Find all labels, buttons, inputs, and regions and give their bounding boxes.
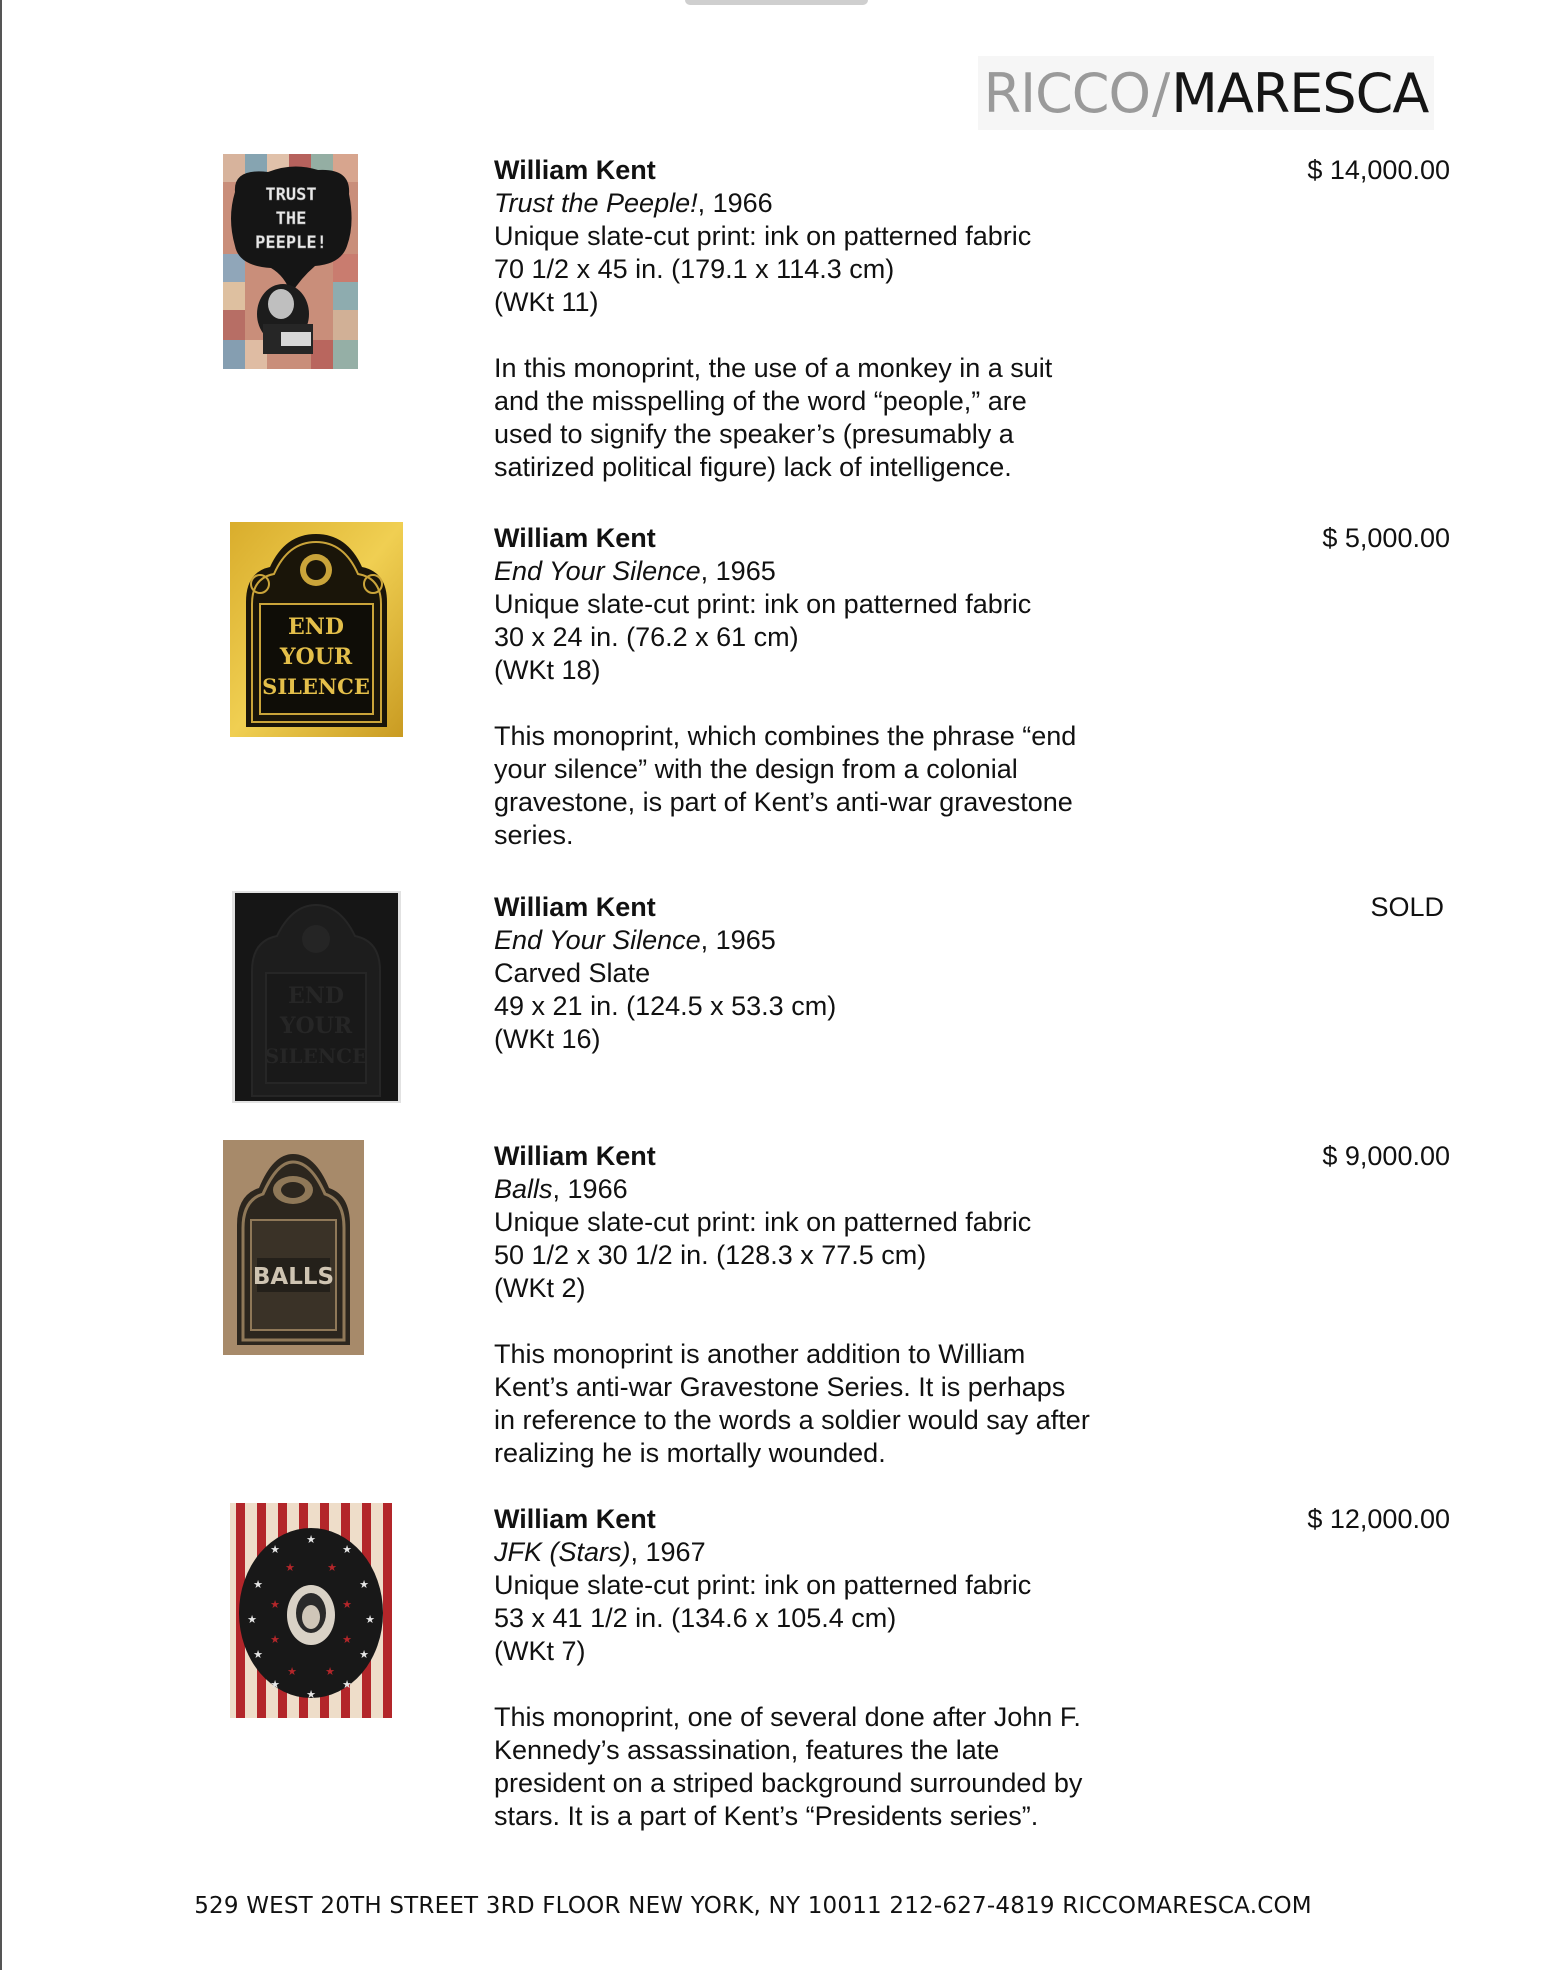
svg-text:★: ★ — [247, 1613, 257, 1626]
artwork-code: (WKt 18) — [494, 655, 601, 685]
artwork-description — [494, 1701, 1134, 1833]
description-line: your silence” with the design from a colonial — [494, 754, 1018, 784]
artwork-title: Trust the Peeple! — [494, 188, 698, 218]
artwork-dimensions: 50 1/2 x 30 1/2 in. (128.3 x 77.5 cm) — [494, 1240, 927, 1270]
artwork-dimensions: 70 1/2 x 45 in. (179.1 x 114.3 cm) — [494, 254, 895, 284]
svg-text:END: END — [288, 614, 344, 640]
artwork-title: End Your Silence — [494, 556, 701, 586]
artwork-price: $ 12,000.00 — [1307, 1504, 1450, 1534]
artwork-price: $ 14,000.00 — [1307, 155, 1450, 185]
artist-name: William Kent — [494, 523, 656, 553]
artwork-year: , 1966 — [552, 1174, 628, 1204]
artwork-medium: Unique slate-cut print: ink on patterned fabric — [494, 221, 1032, 251]
description-line: This monoprint, which combines the phrase “end — [494, 721, 1077, 751]
artwork-medium: Unique slate-cut print: ink on patterned fabric — [494, 1207, 1032, 1237]
description-line: Kennedy’s assassination, features the late — [494, 1735, 1000, 1765]
artwork-thumbnail-end-your-silence-print[interactable] — [230, 522, 403, 737]
svg-text:SILENCE: SILENCE — [264, 1044, 368, 1068]
description-line: and the misspelling of the word “people,” are — [494, 386, 1027, 416]
svg-text:★: ★ — [342, 1678, 352, 1691]
description-line: stars. It is a part of Kent’s “Presidents series”. — [494, 1801, 1039, 1831]
artwork-code: (WKt 16) — [494, 1024, 601, 1054]
scroll-handle[interactable] — [685, 0, 868, 5]
svg-text:★: ★ — [359, 1578, 369, 1591]
artist-name: William Kent — [494, 1141, 656, 1171]
logo-maresca: MARESCA — [1171, 61, 1429, 125]
svg-text:★: ★ — [342, 1543, 352, 1556]
artwork-title-line — [494, 924, 1134, 957]
svg-text:YOUR: YOUR — [279, 644, 353, 670]
description-line: in reference to the words a soldier would say after — [494, 1405, 1090, 1435]
artwork-title: Balls — [494, 1174, 553, 1204]
artwork-price: $ 9,000.00 — [1322, 1141, 1450, 1171]
artwork-details — [494, 522, 1134, 852]
artwork-title-line — [494, 187, 1134, 220]
description-line: In this monoprint, the use of a monkey in a suit — [494, 353, 1053, 383]
artist-name: William Kent — [494, 155, 656, 185]
description-line: Kent’s anti-war Gravestone Series. It is perhaps — [494, 1372, 1066, 1402]
artist-name: William Kent — [494, 1504, 656, 1534]
svg-text:★: ★ — [306, 1533, 316, 1546]
artwork-dimensions: 53 x 41 1/2 in. (134.6 x 105.4 cm) — [494, 1603, 897, 1633]
artwork-medium: Unique slate-cut print: ink on patterned fabric — [494, 589, 1032, 619]
artwork-medium: Unique slate-cut print: ink on patterned fabric — [494, 1570, 1032, 1600]
svg-text:★: ★ — [253, 1578, 263, 1591]
logo-ricco: RICCO — [983, 61, 1151, 125]
artwork-details — [494, 154, 1134, 484]
svg-text:★: ★ — [359, 1648, 369, 1661]
artist-name: William Kent — [494, 892, 656, 922]
artwork-title-line — [494, 1536, 1134, 1569]
description-line: gravestone, is part of Kent’s anti-war gravestone — [494, 787, 1073, 817]
svg-text:THE: THE — [275, 209, 307, 229]
gallery-address-footer: 529 WEST 20TH STREET 3RD FLOOR NEW YORK, NY 10011 212-627-4819 RICCOMARESCA.COM — [194, 1893, 1312, 1919]
svg-text:★: ★ — [270, 1678, 280, 1691]
artwork-title: End Your Silence — [494, 925, 701, 955]
artwork-thumbnail-end-your-silence-slate[interactable] — [232, 891, 401, 1103]
artwork-thumbnail-trust-the-peeple[interactable] — [223, 154, 358, 369]
artwork-price: $ 5,000.00 — [1322, 523, 1450, 553]
artwork-year: , 1966 — [697, 188, 773, 218]
artwork-details — [494, 1140, 1134, 1470]
svg-text:★: ★ — [270, 1543, 280, 1556]
logo-slash: / — [1152, 61, 1170, 125]
description-line: used to signify the speaker’s (presumably a — [494, 419, 1014, 449]
artwork-details — [494, 891, 1134, 1056]
svg-text:★: ★ — [325, 1665, 335, 1678]
description-line: series. — [494, 820, 574, 850]
artwork-description — [494, 352, 1134, 484]
artwork-code: (WKt 7) — [494, 1636, 586, 1666]
svg-text:BALLS: BALLS — [252, 1264, 335, 1290]
artwork-dimensions: 49 x 21 in. (124.5 x 53.3 cm) — [494, 991, 837, 1021]
artwork-thumbnail-jfk-stars[interactable] — [230, 1503, 392, 1718]
artwork-description — [494, 1338, 1134, 1470]
svg-text:SILENCE: SILENCE — [262, 674, 370, 699]
description-line: president on a striped background surrounded by — [494, 1768, 1083, 1798]
description-line: This monoprint is another addition to William — [494, 1339, 1026, 1369]
svg-text:★: ★ — [342, 1633, 352, 1646]
svg-text:END: END — [288, 983, 344, 1009]
artwork-title-line — [494, 555, 1134, 588]
svg-text:★: ★ — [270, 1633, 280, 1646]
svg-text:★: ★ — [285, 1561, 295, 1574]
artwork-description — [494, 720, 1134, 852]
artwork-code: (WKt 11) — [494, 287, 599, 317]
svg-text:★: ★ — [270, 1598, 280, 1611]
svg-text:★: ★ — [306, 1688, 316, 1701]
artwork-thumbnail-balls[interactable] — [223, 1140, 364, 1355]
artwork-medium: Carved Slate — [494, 958, 651, 988]
svg-text:★: ★ — [287, 1665, 297, 1678]
artwork-year: , 1967 — [630, 1537, 706, 1567]
artwork-details — [494, 1503, 1134, 1833]
gallery-logo — [978, 56, 1434, 130]
artwork-title-line — [494, 1173, 1134, 1206]
description-line: This monoprint, one of several done after John F. — [494, 1702, 1081, 1732]
svg-text:★: ★ — [253, 1648, 263, 1661]
page-left-border — [0, 0, 2, 1970]
svg-text:★: ★ — [365, 1613, 375, 1626]
artwork-year: , 1965 — [700, 556, 776, 586]
description-line: realizing he is mortally wounded. — [494, 1438, 886, 1468]
artwork-price: SOLD — [1370, 892, 1444, 922]
description-line: satirized political figure) lack of intelligence. — [494, 452, 1012, 482]
artwork-dimensions: 30 x 24 in. (76.2 x 61 cm) — [494, 622, 799, 652]
svg-text:YOUR: YOUR — [279, 1013, 353, 1039]
svg-text:PEEPLE!: PEEPLE! — [255, 233, 327, 253]
artwork-code: (WKt 2) — [494, 1273, 586, 1303]
svg-text:★: ★ — [327, 1561, 337, 1574]
artwork-year: , 1965 — [700, 925, 776, 955]
svg-text:★: ★ — [342, 1598, 352, 1611]
artwork-title: JFK (Stars) — [494, 1537, 631, 1567]
thumb-text: TRUST — [265, 185, 317, 205]
